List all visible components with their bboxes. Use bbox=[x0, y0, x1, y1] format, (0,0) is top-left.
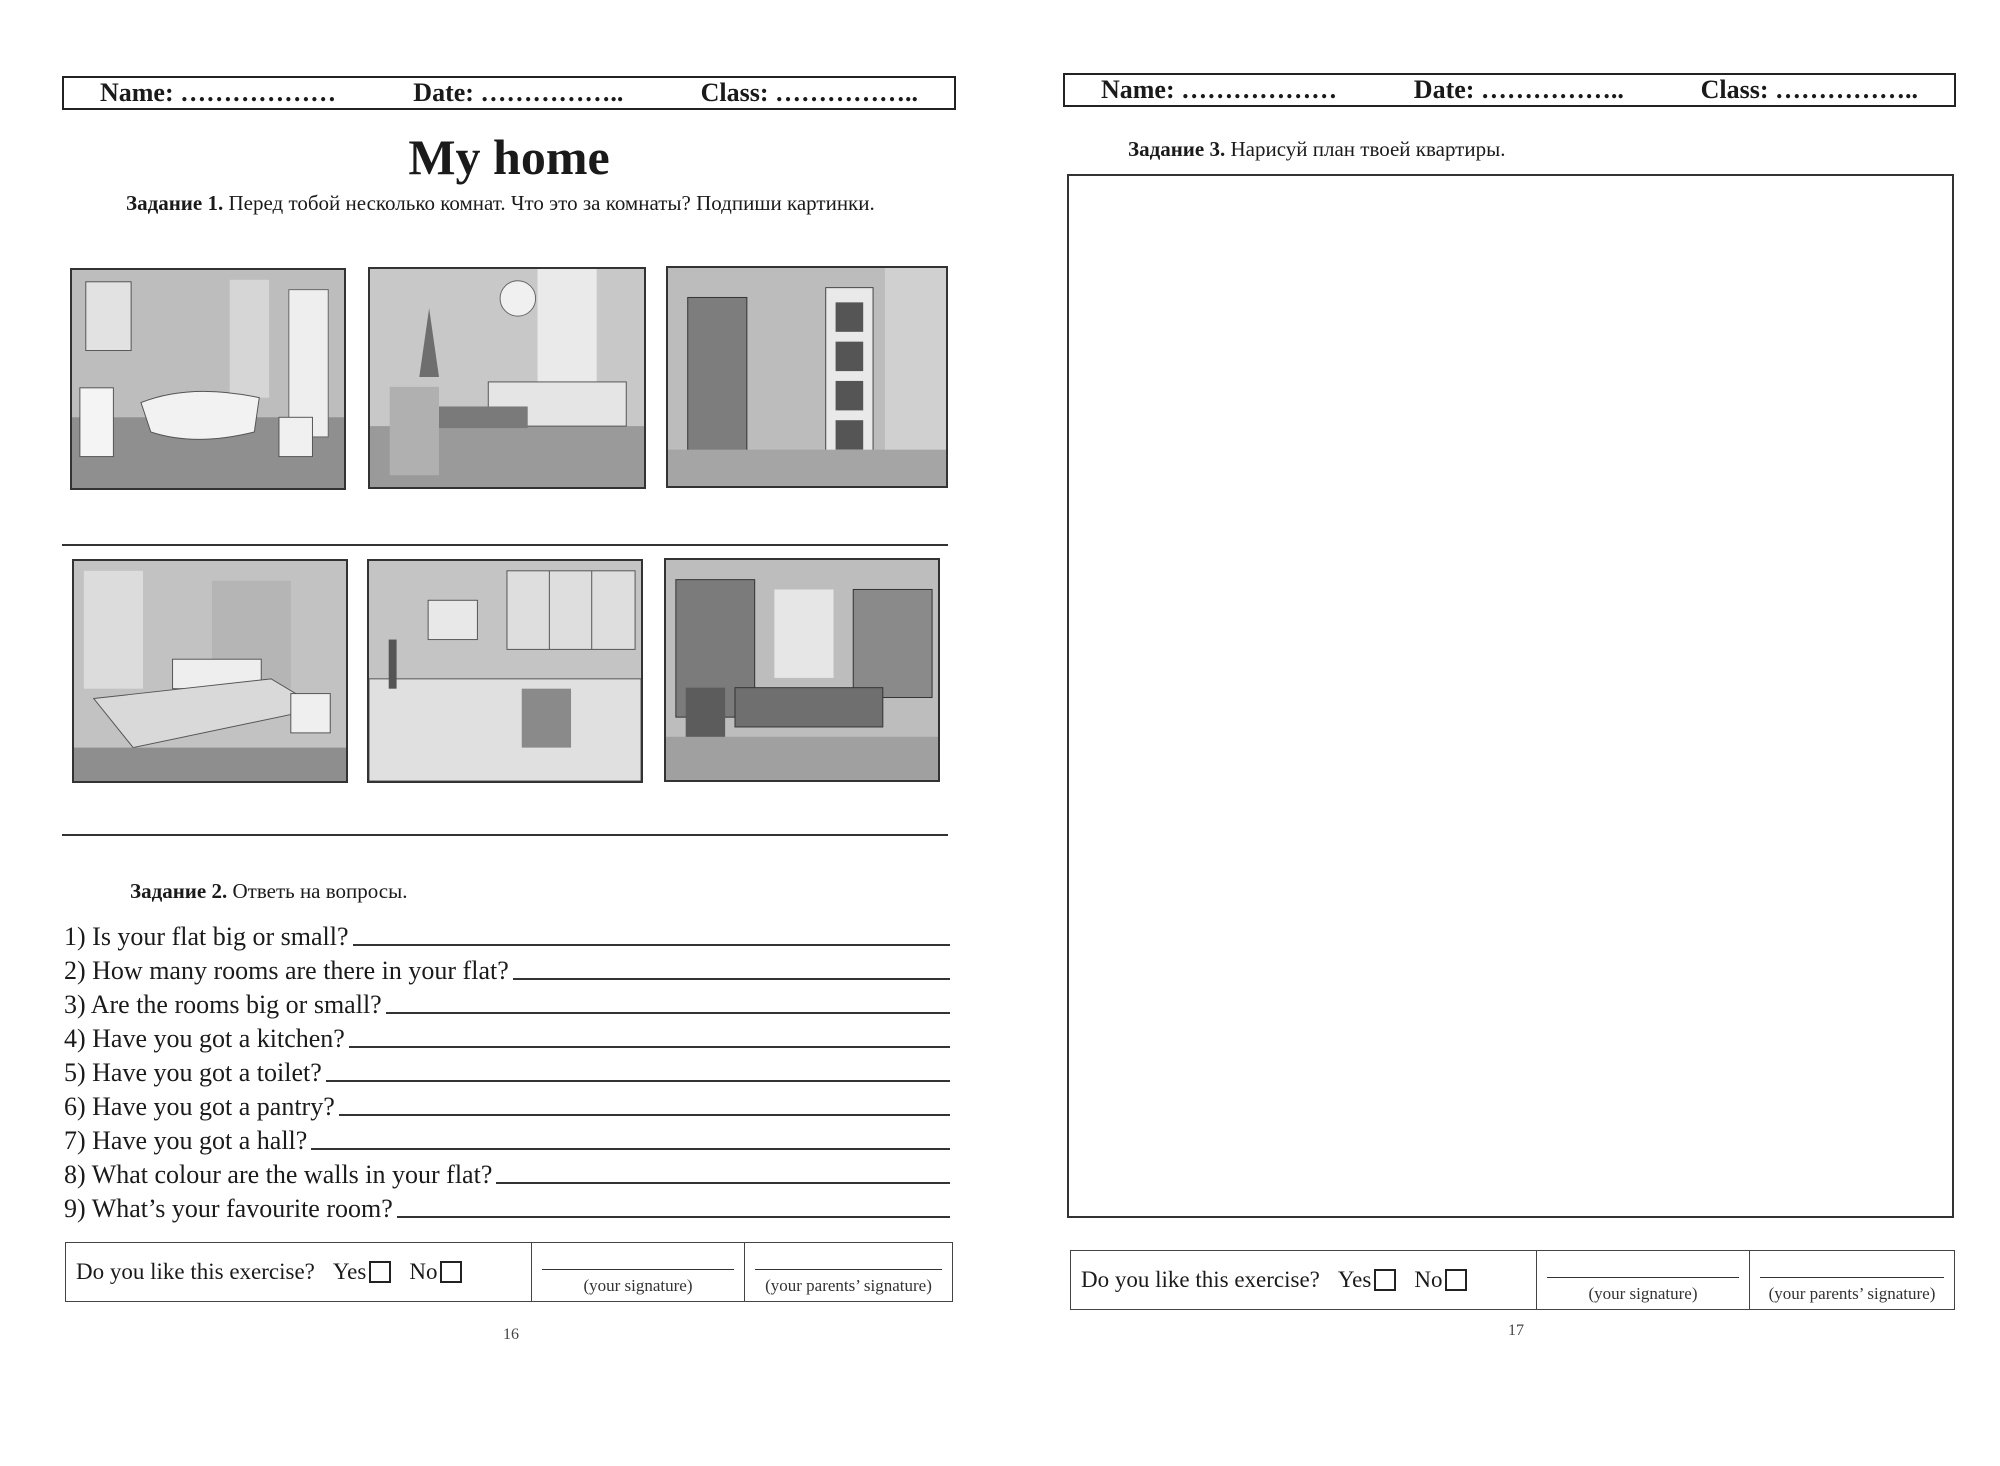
answer-line-row-1[interactable] bbox=[62, 544, 948, 546]
parents-signature-cell bbox=[1750, 1251, 1954, 1309]
answer-line[interactable] bbox=[339, 1114, 950, 1116]
yes-label: Yes bbox=[332, 1259, 367, 1284]
question-text: 1) Is your flat big or small? bbox=[64, 922, 349, 951]
feedback-footer bbox=[1070, 1250, 1955, 1310]
answer-line[interactable] bbox=[386, 1012, 950, 1014]
right-page bbox=[1000, 0, 2000, 1466]
name-field[interactable]: Name: ……………… bbox=[100, 78, 337, 107]
answer-line[interactable] bbox=[326, 1080, 950, 1082]
question-text: 4) Have you got a kitchen? bbox=[64, 1024, 345, 1053]
task-2-label: Задание 2. bbox=[130, 879, 228, 903]
question-item bbox=[64, 1088, 950, 1122]
feedback-question bbox=[1071, 1251, 1537, 1309]
hall-photo bbox=[666, 266, 948, 488]
question-text: 7) Have you got a hall? bbox=[64, 1126, 308, 1155]
kitchen-photo bbox=[367, 559, 643, 783]
task-3-instruction bbox=[1128, 134, 1505, 165]
question-text: 2) How many rooms are there in your flat? bbox=[64, 956, 509, 985]
question-text: 8) What colour are the walls in your flat? bbox=[64, 1160, 493, 1189]
page-number: 16 bbox=[503, 1326, 519, 1343]
no-checkbox[interactable] bbox=[440, 1261, 462, 1283]
question-item bbox=[64, 1122, 950, 1156]
parents-signature-cell bbox=[745, 1243, 952, 1301]
date-field[interactable]: Date: …………….. bbox=[413, 78, 624, 107]
feedback-question bbox=[66, 1243, 532, 1301]
yes-option bbox=[333, 1259, 391, 1285]
feedback-question-text: Do you like this exercise? bbox=[1081, 1267, 1320, 1292]
task-1-text: Перед тобой несколько комнат. Что это за комнаты? Подпиши картинки. bbox=[223, 191, 875, 215]
living-room-photo bbox=[368, 267, 646, 489]
answer-line[interactable] bbox=[397, 1216, 950, 1218]
task-3-text: Нарисуй план твоей квартиры. bbox=[1225, 137, 1506, 161]
question-item bbox=[64, 1156, 950, 1190]
class-field[interactable]: Class: …………….. bbox=[700, 78, 918, 107]
task-2-text: Ответь на вопросы. bbox=[227, 879, 408, 903]
task-1-label: Задание 1. bbox=[126, 191, 224, 215]
question-item bbox=[64, 1190, 950, 1224]
class-field[interactable]: Class: …………….. bbox=[1700, 75, 1918, 104]
task-3-label: Задание 3. bbox=[1128, 137, 1226, 161]
question-text: 6) Have you got a pantry? bbox=[64, 1092, 335, 1121]
your-signature-cell bbox=[532, 1243, 745, 1301]
name-field[interactable]: Name: ……………… bbox=[1101, 75, 1338, 104]
question-text: 9) What’s your favourite room? bbox=[64, 1194, 393, 1223]
feedback-question-text: Do you like this exercise? bbox=[76, 1259, 315, 1284]
page-title: My home bbox=[408, 129, 610, 185]
yes-checkbox[interactable] bbox=[1374, 1269, 1396, 1291]
question-item bbox=[64, 1054, 950, 1088]
your-signature-label: (your signature) bbox=[1588, 1284, 1698, 1303]
parents-signature-line[interactable] bbox=[755, 1269, 942, 1270]
answer-line[interactable] bbox=[513, 978, 950, 980]
your-signature-line[interactable] bbox=[542, 1269, 734, 1270]
task-2-instruction bbox=[130, 876, 407, 907]
question-item bbox=[64, 918, 950, 952]
flat-plan-drawing-area[interactable] bbox=[1067, 174, 1954, 1218]
yes-option bbox=[1338, 1267, 1396, 1293]
date-field[interactable]: Date: …………….. bbox=[1413, 75, 1624, 104]
no-label: No bbox=[1414, 1267, 1443, 1292]
feedback-footer bbox=[65, 1242, 953, 1302]
no-checkbox[interactable] bbox=[1445, 1269, 1467, 1291]
page-number: 17 bbox=[1508, 1322, 1524, 1339]
yes-label: Yes bbox=[1337, 1267, 1372, 1292]
parents-signature-label: (your parents’ signature) bbox=[765, 1276, 932, 1295]
question-item bbox=[64, 986, 950, 1020]
study-photo bbox=[664, 558, 940, 782]
answer-line[interactable] bbox=[311, 1148, 950, 1150]
bathroom-photo bbox=[70, 268, 346, 490]
your-signature-line[interactable] bbox=[1547, 1277, 1739, 1278]
yes-checkbox[interactable] bbox=[369, 1261, 391, 1283]
your-signature-cell bbox=[1537, 1251, 1750, 1309]
student-info-header bbox=[62, 76, 956, 110]
answer-line[interactable] bbox=[496, 1182, 950, 1184]
question-text: 3) Are the rooms big or small? bbox=[64, 990, 382, 1019]
no-label: No bbox=[409, 1259, 438, 1284]
task-1-instruction bbox=[62, 188, 956, 219]
question-text: 5) Have you got a toilet? bbox=[64, 1058, 322, 1087]
your-signature-label: (your signature) bbox=[583, 1276, 693, 1295]
question-item bbox=[64, 952, 950, 986]
parents-signature-line[interactable] bbox=[1760, 1277, 1944, 1278]
answer-line-row-2[interactable] bbox=[62, 834, 948, 836]
questions-list bbox=[64, 918, 950, 1224]
no-option bbox=[1414, 1267, 1467, 1293]
student-info-header bbox=[1063, 73, 1956, 107]
no-option bbox=[409, 1259, 462, 1285]
parents-signature-label: (your parents’ signature) bbox=[1768, 1284, 1936, 1303]
answer-line[interactable] bbox=[349, 1046, 950, 1048]
answer-line[interactable] bbox=[353, 944, 951, 946]
bedroom-photo bbox=[72, 559, 348, 783]
question-item bbox=[64, 1020, 950, 1054]
